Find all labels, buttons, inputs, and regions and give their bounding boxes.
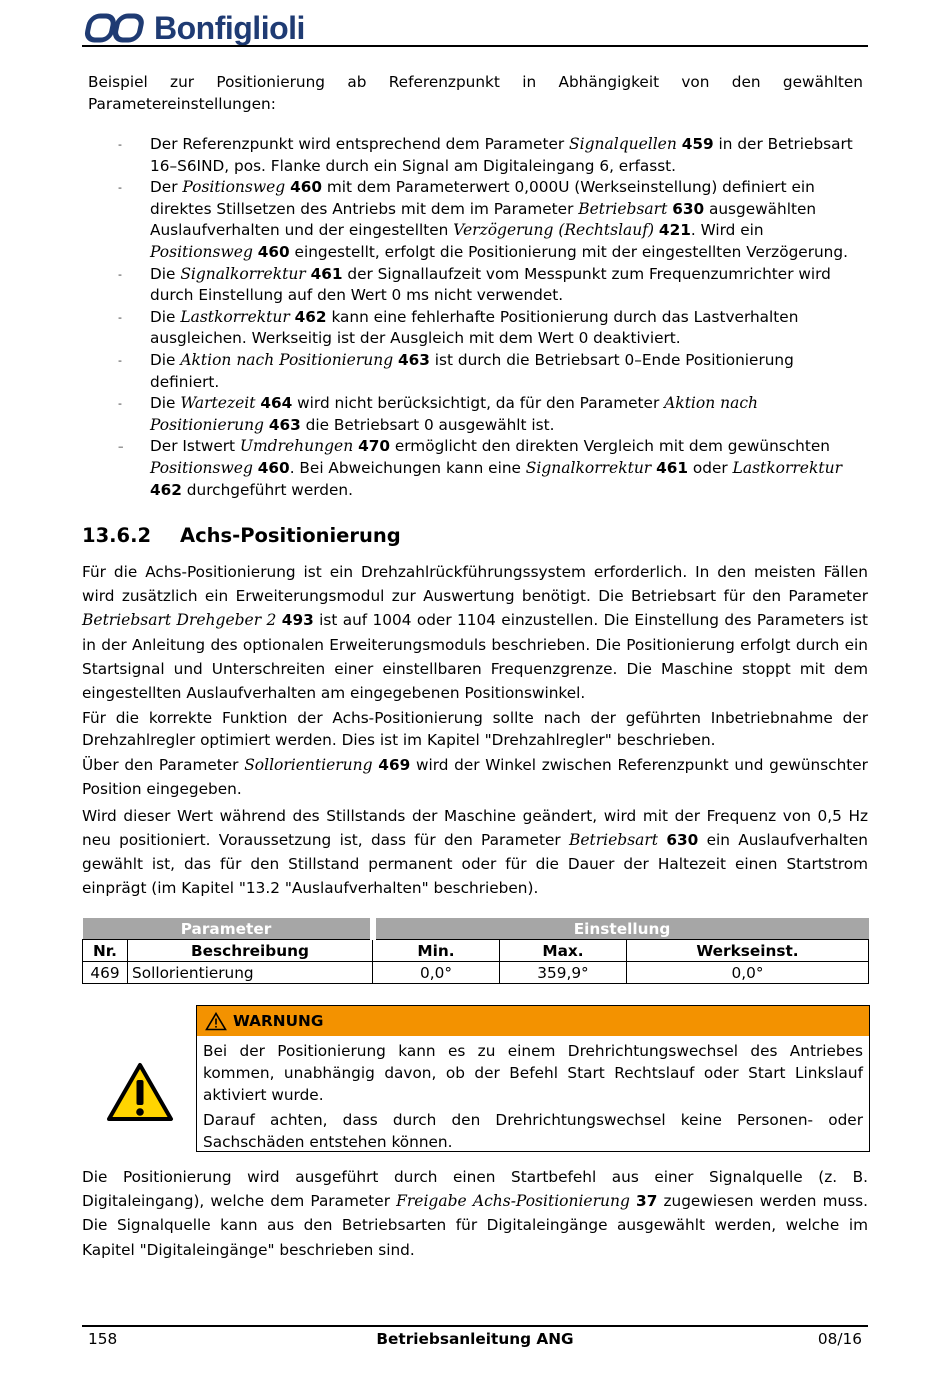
warning-box: [196, 1005, 870, 1152]
bullet-dash-icon: -: [118, 181, 122, 195]
warning-body: [197, 1036, 869, 1153]
document-title: Betriebsanleitung ANG: [376, 1330, 574, 1348]
footer-rule: [82, 1325, 868, 1327]
intro-text: Beispiel zur Positionierung ab Referenzpunkt in Abhängigkeit von den gewählten Parametereinstellungen:: [88, 73, 863, 113]
bullet-dash-icon: -: [118, 353, 122, 367]
section-number: 13.6.2: [82, 524, 152, 547]
cell-beschreibung: Sollorientierung: [128, 962, 373, 984]
cell-min: 0,0°: [373, 962, 500, 984]
document-date: 08/16: [817, 1330, 862, 1348]
col-header-nr: Nr.: [83, 940, 128, 962]
list-item: – Der Istwert Umdrehungen 470 ermöglicht den direkten Vergleich mit dem gewünschten Positionsweg 460. Bei Abweichungen kann eine Signalkorrektur 461 oder Lastkorrektur 462 durchgeführt werden.: [118, 437, 842, 499]
warning-small-icon: [205, 1012, 227, 1031]
table-row: [83, 962, 869, 984]
warning-text: Darauf achten, dass durch den Drehrichtungswechsel keine Personen- oder Sachschäden entstehen können.: [203, 1111, 863, 1151]
cell-nr: 469: [83, 962, 128, 984]
section-heading: [82, 524, 401, 547]
warning-triangle-icon: [106, 1062, 174, 1122]
cell-werkseinst: 0,0°: [627, 962, 869, 984]
bullet-dash-icon: –: [118, 440, 124, 454]
section-body: [82, 560, 868, 902]
cell-max: 359,9°: [500, 962, 627, 984]
table-group-header: [83, 918, 869, 940]
closing-paragraph: Die Positionierung wird ausgeführt durch einen Startbefehl aus einer Signalquelle (z. B. Digitaleingang), welche dem Parameter Freigabe Achs-Positionierung 37 zugewiesen werden muss. Die Signalquelle kann aus den Betriebsarten für Digitaleingänge ausgewählt werden, welche im Kapitel "Digitaleingänge" beschrieben sind.: [82, 1168, 868, 1259]
warning-text: Bei der Positionierung kann es zu einem Drehrichtungswechsel des Antriebes kommen, unabhängig davon, ob der Befehl Start Rechtslauf oder Start Linkslauf aktiviert wurde.: [203, 1042, 863, 1104]
col-header-max: Max.: [500, 940, 627, 962]
bullet-dash-icon: -: [118, 310, 122, 324]
bullet-dash-icon: -: [118, 267, 122, 281]
brand-name: Bonfiglioli: [154, 9, 305, 46]
list-item: - Die Wartezeit 464 wird nicht berücksichtigt, da für den Parameter Aktion nach Positionierung 463 die Betriebsart 0 ausgewählt ist.: [118, 394, 759, 434]
table-header-row: [83, 940, 869, 962]
paragraph: Für die korrekte Funktion der Achs-Positionierung sollte nach der geführten Inbetriebnahme der Drehzahlregler optimiert werden. Dies ist im Kapitel "Drehzahlregler" beschrieben.: [82, 709, 868, 750]
list-item: - Die Lastkorrektur 462 kann eine fehlerhafte Positionierung durch das Lastverhalten ausgleichen. Werkseitig ist der Ausgleich mit dem Wert 0 deaktiviert.: [118, 307, 799, 348]
bonfiglioli-logo-icon: [82, 11, 148, 45]
group-header-einstellung: Einstellung: [373, 918, 869, 940]
group-header-parameter: Parameter: [83, 918, 373, 940]
header-rule: [82, 45, 868, 47]
bullet-dash-icon: -: [118, 138, 122, 151]
parameter-table: [82, 918, 869, 984]
brand-logo: [82, 8, 305, 48]
paragraph: Über den Parameter Sollorientierung 469 wird der Winkel zwischen Referenzpunkt und gewünschter Position eingegeben.: [82, 756, 868, 799]
col-header-min: Min.: [373, 940, 500, 962]
list-item: - Die Signalkorrektur 461 der Signallaufzeit vom Messpunkt zum Frequenzumrichter wird durch Einstellung auf den Wert 0 ms nicht verwendet.: [118, 264, 831, 305]
list-item: - Die Aktion nach Positionierung 463 ist durch die Betriebsart 0–Ende Positionierung definiert.: [118, 350, 794, 391]
col-header-werkseinst: Werkseinst.: [627, 940, 869, 962]
bullet-dash-icon: -: [118, 397, 122, 411]
warning-header: [197, 1006, 869, 1036]
page-number: 158: [88, 1330, 118, 1348]
warning-title: WARNUNG: [233, 1012, 324, 1030]
list-item: - Der Positionsweg 460 mit dem Parameterwert 0,000U (Werkseinstellung) definiert ein direktes Stillsetzen des Antriebs mit dem im Parameter Betriebsart 630 ausgewählten Auslaufverhalten und der eingestellten Verzögerung (Rechtslauf) 421. Wird ein Positionsweg 460 eingestellt, erfolgt die Positionierung mit der eingestellten Verzögerung.: [118, 178, 848, 261]
bullet-list: [118, 134, 863, 501]
list-item: - Der Referenzpunkt wird entsprechend dem Parameter Signalquellen 459 in der Betriebsart 16–S6IND, pos. Flanke durch ein Signal am Digitaleingang 6, erfasst.: [118, 135, 853, 175]
paragraph: Für die Achs-Positionierung ist ein Drehzahlrückführungssystem erforderlich. In den meisten Fällen wird zusätzlich ein Erweiterungsmodul zur Auswertung benötigt. Die Betriebsart für den Parameter Betriebsart Drehgeber 2 493 ist auf 1004 oder 1104 einzustellen. Die Einstellung des Parameters ist in der Anleitung des optionalen Erweiterungsmoduls beschrieben. Die Positionierung erfolgt durch ein Startsignal und Unterschreiten einer einstellbaren Frequenzgrenze. Die Maschine stoppt mit dem eingestellten Auslaufverhalten am eingegebenen Positionswinkel.: [82, 563, 868, 703]
col-header-beschreibung: Beschreibung: [128, 940, 373, 962]
section-title: Achs-Positionierung: [180, 524, 401, 547]
paragraph: Wird dieser Wert während des Stillstands der Maschine geändert, wird mit der Frequenz von 0,5 Hz neu positioniert. Voraussetzung ist, dass für den Parameter Betriebsart 630 ein Auslaufverhalten gewählt ist, das für den Stillstand permanent oder für die Dauer der Haltezeit einen Startstrom einprägt (im Kapitel "13.2 "Auslaufverhalten" beschrieben).: [82, 806, 868, 898]
